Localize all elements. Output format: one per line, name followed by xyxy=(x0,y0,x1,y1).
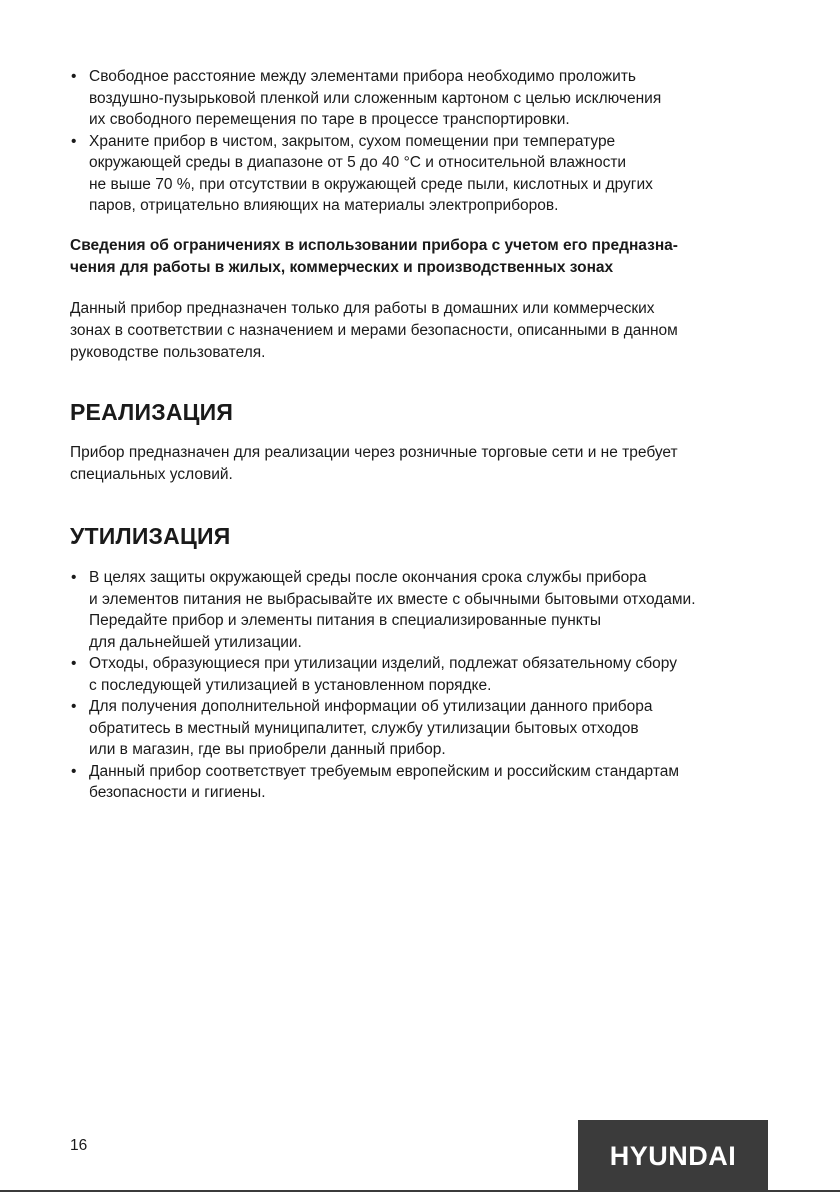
sale-paragraph xyxy=(70,442,790,486)
text-line: обратитесь в местный муниципалитет, службу утилизации бытовых отходов xyxy=(89,719,639,737)
text-line: Прибор предназначен для реализации через розничные торговые сети и не требует xyxy=(70,444,678,461)
text-line: чения для работы в жилых, коммерческих и производственных зонах xyxy=(70,259,614,276)
text-line: воздушно-пузырьковой пленкой или сложенным картоном с целью исключения xyxy=(89,89,662,107)
text-line: зонах в соответствии с назначением и мерами безопасности, описанными в данном xyxy=(70,322,678,339)
page-number: 16 xyxy=(70,1137,88,1154)
list-item xyxy=(70,131,790,217)
text-line: • В целях защиты окружающей среды после окончания срока службы прибора xyxy=(89,569,647,586)
text-line: специальных условий. xyxy=(70,466,233,483)
list-item xyxy=(70,696,790,761)
disposal-section-title: УТИЛИЗАЦИЯ xyxy=(70,523,231,549)
restrictions-paragraph xyxy=(70,298,790,364)
text-line: с последующей утилизацией в установленном порядке. xyxy=(89,676,492,694)
text-line: Данный прибор предназначен только для работы в домашних или коммерческих xyxy=(70,300,655,317)
text-line: и элементов питания не выбрасывайте их вместе с обычными бытовыми отходами. xyxy=(89,590,696,608)
text-line: окружающей среды в диапазоне от 5 до 40 °С и относительной влажности xyxy=(89,154,627,171)
brand-name: HYUNDAI xyxy=(609,1140,737,1171)
text-line: • Для получения дополнительной информации об утилизации данного прибора xyxy=(89,698,653,715)
text-line: или в магазин, где вы приобрели данный прибор. xyxy=(89,741,446,758)
text-line: • Свободное расстояние между элементами прибора необходимо проложить xyxy=(89,68,636,85)
text-line: • Данный прибор соответствует требуемым европейским и российским стандартам xyxy=(89,762,680,780)
text-line: не выше 70 %, при отсутствии в окружающей среде пыли, кислотных и других xyxy=(89,175,653,193)
text-line: безопасности и гигиены. xyxy=(89,784,266,801)
disposal-bullet-list xyxy=(70,567,790,804)
text-line: для дальнейшей утилизации. xyxy=(89,633,302,651)
restrictions-heading xyxy=(70,235,790,279)
storage-bullet-list xyxy=(70,66,790,217)
text-line: их свободного перемещения по таре в процессе транспортировки. xyxy=(89,111,570,128)
list-item xyxy=(70,567,790,653)
list-item xyxy=(70,761,790,804)
text-line: Сведения об ограничениях в использовании прибора с учетом его предназна- xyxy=(70,237,678,254)
list-item xyxy=(70,653,790,696)
sale-section-title: РЕАЛИЗАЦИЯ xyxy=(70,399,234,425)
text-line: паров, отрицательно влияющих на материалы электроприборов. xyxy=(89,197,559,214)
list-item xyxy=(70,66,790,131)
text-line: • Храните прибор в чистом, закрытом, сухом помещении при температуре xyxy=(89,132,616,150)
hyundai-logo xyxy=(578,1120,768,1192)
text-line: Передайте прибор и элементы питания в специализированные пункты xyxy=(89,612,601,629)
text-line: руководстве пользователя. xyxy=(70,344,266,361)
text-line: • Отходы, образующиеся при утилизации изделий, подлежат обязательному сбору xyxy=(89,655,677,672)
